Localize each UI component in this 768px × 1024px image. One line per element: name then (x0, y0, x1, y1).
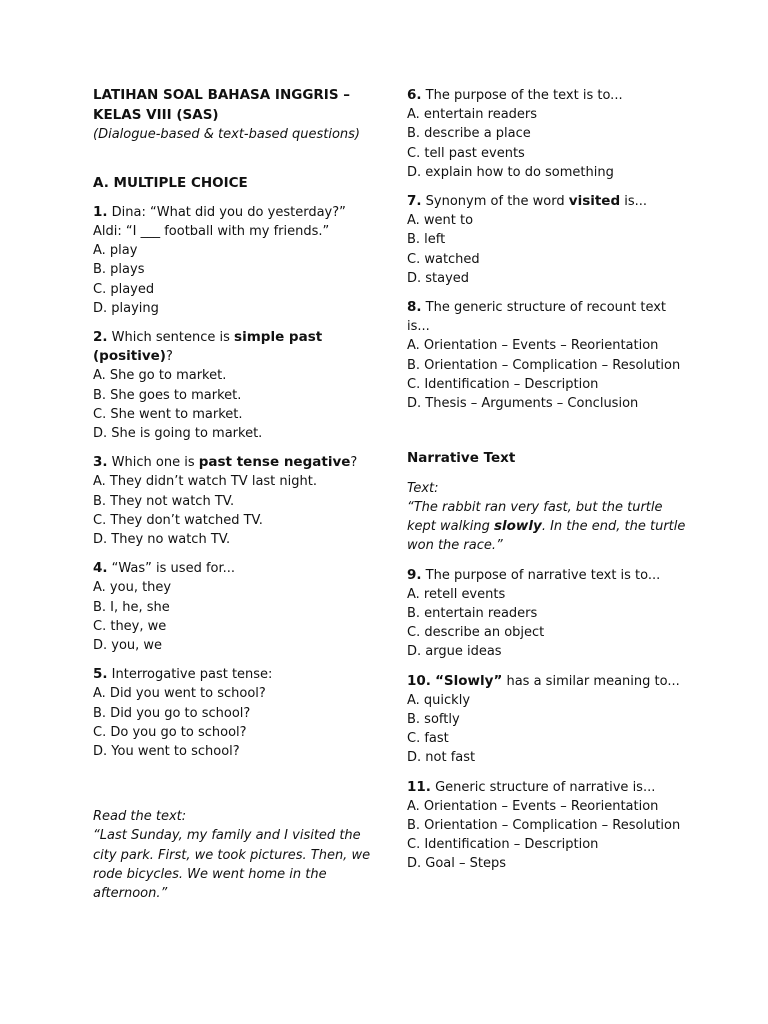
question-number: 3. (93, 454, 108, 471)
option-c: C. They don’t watched TV. (93, 512, 263, 528)
question-text-end: is... (620, 194, 648, 210)
option-b: B. She goes to market. (93, 387, 242, 403)
option-d: D. not fast (407, 750, 476, 766)
question-number: 6. (407, 87, 422, 103)
question-text: “Was” is used for... (111, 561, 236, 577)
option-a: A. quickly (407, 692, 471, 708)
option-b: B. Did you go to school? (93, 705, 251, 721)
option-c: C. fast (407, 731, 449, 747)
option-d: D. You went to school? (93, 743, 240, 759)
option-c: C. watched (407, 251, 480, 267)
option-c: C. played (93, 281, 155, 297)
option-b: B. softly (407, 711, 460, 727)
option-a: A. play (93, 243, 138, 259)
section-a-heading: A. MULTIPLE CHOICE (93, 175, 248, 192)
question-1 (93, 203, 383, 318)
narrative-heading: Narrative Text (407, 450, 516, 467)
option-b: B. I, he, she (93, 599, 170, 615)
option-c: C. Do you go to school? (93, 724, 247, 740)
reading-line: “Last Sunday, my family and I visited the (93, 828, 361, 844)
option-b: B. They not watch TV. (93, 493, 235, 509)
option-d: D. playing (93, 300, 159, 316)
option-d: D. They no watch TV. (93, 531, 231, 547)
question-text: Which sentence is (111, 329, 235, 345)
question-number: 7. (407, 193, 422, 210)
question-8 (407, 298, 707, 413)
question-mark: ? (350, 455, 358, 471)
question-keyword: simple past (234, 328, 323, 345)
question-number: 8. (407, 299, 422, 316)
question-text-line-2: Aldi: “I ___ football with my friends.” (93, 223, 330, 239)
reading-line: rode bicycles. We went home in the (93, 866, 327, 882)
left-column (93, 86, 383, 903)
option-d: D. you, we (93, 637, 163, 653)
worksheet-header (93, 86, 383, 144)
question-text: The purpose of the text is to... (425, 88, 623, 103)
option-b: B. Orientation – Complication – Resolution (407, 357, 681, 373)
option-c: C. Identification – Description (407, 837, 599, 853)
option-b: B. plays (93, 262, 145, 278)
reading-label: Read the text: (93, 809, 187, 825)
subtitle: (Dialogue-based & text-based questions) (93, 127, 361, 142)
option-a: A. you, they (93, 580, 172, 596)
option-c: C. they, we (93, 618, 167, 634)
title-line-1: LATIHAN SOAL BAHASA INGGRIS – (93, 87, 350, 103)
question-number: 9. (407, 566, 422, 583)
option-b: B. describe a place (407, 126, 531, 142)
question-10 (407, 672, 707, 768)
question-3 (93, 453, 383, 549)
question-text: Which one is (111, 455, 199, 471)
question-keyword: “Slowly” (435, 672, 503, 689)
question-mark: ? (165, 349, 173, 365)
narrative-reading-text (407, 479, 707, 556)
reading-line-end: . In the end, the turtle (541, 519, 686, 535)
option-a: A. They didn’t watch TV last night. (93, 474, 317, 490)
question-number: 10. (407, 672, 431, 689)
question-text: Synonym of the word (425, 194, 569, 210)
reading-line: city park. First, we took pictures. Then, we (93, 847, 371, 863)
question-11 (407, 778, 707, 874)
reading-line: kept walking (407, 519, 494, 535)
question-2 (93, 328, 383, 443)
reading-line: “The rabbit ran very fast, but the turtle (407, 499, 663, 515)
question-number: 4. (93, 560, 108, 577)
option-c: C. describe an object (407, 625, 545, 641)
reading-line: afternoon.” (93, 886, 168, 901)
question-9 (407, 566, 707, 662)
option-a: A. Orientation – Events – Reorientation (407, 798, 659, 814)
option-b: B. left (407, 232, 446, 248)
option-a: A. retell events (407, 586, 506, 602)
question-number: 1. (93, 203, 108, 220)
option-d: D. stayed (407, 270, 470, 286)
question-keyword: past tense negative (198, 454, 351, 471)
question-text: Generic structure of narrative is... (435, 779, 656, 795)
question-keyword: visited (568, 193, 621, 210)
reading-keyword: slowly (493, 518, 542, 535)
option-a: A. Did you went to school? (93, 686, 266, 702)
question-number: 2. (93, 328, 108, 345)
option-a: A. She go to market. (93, 368, 227, 384)
option-b: B. entertain readers (407, 605, 538, 621)
option-d: D. explain how to do something (407, 164, 614, 180)
option-d: D. Thesis – Arguments – Conclusion (407, 396, 639, 412)
question-6 (407, 86, 707, 182)
option-d: D. Goal – Steps (407, 856, 507, 872)
option-d: D. argue ideas (407, 644, 502, 660)
question-keyword-2: (positive) (93, 348, 166, 365)
question-7 (407, 192, 707, 288)
option-a: A. Orientation – Events – Reorientation (407, 338, 659, 354)
question-text: The purpose of narrative text is to... (425, 567, 661, 583)
option-a: A. went to (407, 213, 474, 229)
question-number: 11. (407, 778, 431, 795)
question-text: The generic structure of recount text (425, 300, 667, 316)
question-5 (93, 665, 383, 761)
question-text: Dina: “What did you do yesterday?” (111, 204, 346, 220)
question-text: has a similar meaning to... (502, 673, 680, 689)
title-line-2: KELAS VIII (SAS) (93, 106, 219, 123)
option-b: B. Orientation – Complication – Resolution (407, 818, 681, 833)
option-c: C. tell past events (407, 145, 525, 161)
option-c: C. She went to market. (93, 406, 243, 422)
reading-line: won the race.” (407, 538, 503, 554)
option-c: C. Identification – Description (407, 376, 599, 392)
option-a: A. entertain readers (407, 107, 538, 123)
question-4 (93, 559, 383, 655)
question-text-line-2: is... (407, 319, 430, 335)
question-number: 5. (93, 666, 108, 683)
reading-label: Text: (407, 480, 439, 496)
right-column (407, 86, 707, 884)
option-d: D. She is going to market. (93, 425, 263, 441)
question-text: Interrogative past tense: (111, 667, 273, 683)
recount-reading-text (93, 807, 383, 903)
